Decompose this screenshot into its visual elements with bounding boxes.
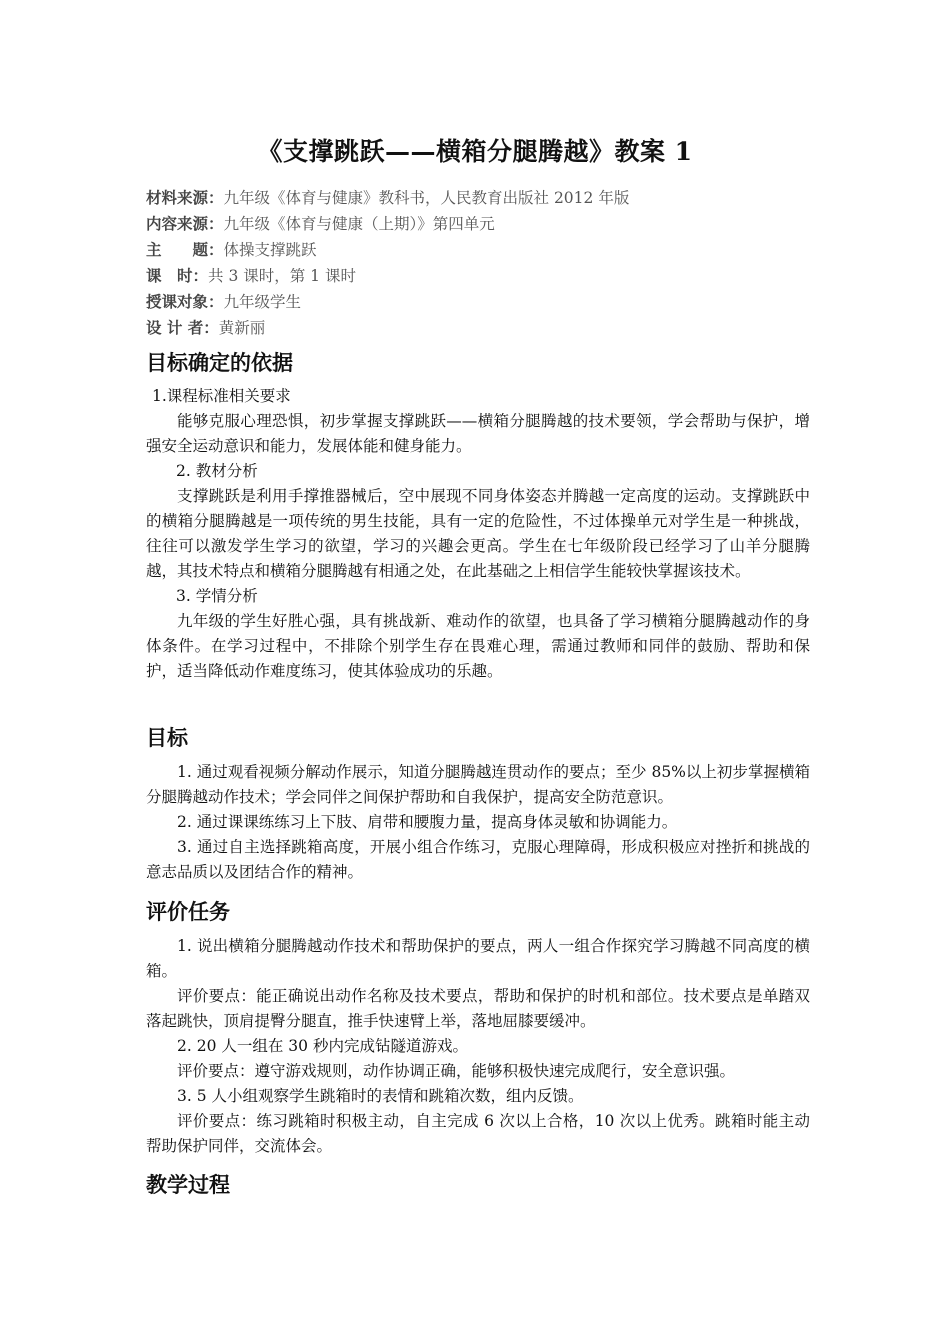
meta-value: 九年级《体育与健康》教科书，人民教育出版社 2012 年版	[223, 189, 630, 207]
section-heading-eval: 评价任务	[146, 900, 230, 924]
meta-row-theme	[146, 237, 629, 263]
goals-section	[146, 760, 810, 885]
meta-info	[146, 185, 629, 341]
basis-subtitle-3: 3. 学情分析	[176, 587, 258, 605]
meta-value: 九年级学生	[223, 293, 302, 311]
meta-row-content	[146, 211, 629, 237]
basis-subtitle-2: 2. 教材分析	[176, 462, 258, 480]
eval-criteria: 评价要点：练习跳箱时积极主动，自主完成 6 次以上合格，10 次以上优秀。跳箱时能主动帮助保护同伴，交流体会。	[146, 1112, 810, 1155]
eval-criteria: 评价要点：遵守游戏规则，动作协调正确，能够积极快速完成爬行，安全意识强。	[177, 1062, 736, 1080]
eval-criteria: 评价要点：能正确说出动作名称及技术要点，帮助和保护的时机和部位。技术要点是单踏双落起跳快，顶肩提臀分腿直，推手快速臂上举，落地屈膝要缓冲。	[146, 987, 810, 1030]
section-heading-process: 教学过程	[146, 1173, 230, 1197]
eval-item: 3. 5 人小组观察学生跳箱时的表情和跳箱次数，组内反馈。	[177, 1087, 584, 1105]
eval-item: 1. 说出横箱分腿腾越动作技术和帮助保护的要点，两人一组合作探究学习腾越不同高度的横箱。	[146, 937, 810, 980]
meta-row-hours	[146, 263, 629, 289]
document-title: 《支撑跳跃——横箱分腿腾越》教案 1	[257, 137, 693, 166]
meta-key: 授课对象：	[146, 292, 224, 311]
meta-key: 材料来源：	[146, 188, 224, 207]
meta-value: 共 3 课时，第 1 课时	[208, 267, 356, 285]
eval-item: 2. 20 人一组在 30 秒内完成钻隧道游戏。	[177, 1037, 468, 1055]
meta-key: 课 时：	[146, 266, 209, 285]
goal-item: 1. 通过观看视频分解动作展示，知道分腿腾越连贯动作的要点；至少 85%以上初步掌握横箱分腿腾越动作技术；学会同伴之间保护帮助和自我保护，提高安全防范意识。	[146, 763, 810, 806]
meta-value: 体操支撑跳跃	[223, 241, 317, 259]
section-heading-goals: 目标	[146, 726, 188, 750]
meta-key: 内容来源：	[146, 214, 224, 233]
meta-value: 黄新丽	[218, 319, 266, 337]
goal-item: 2. 通过课课练练习上下肢、肩带和腰腹力量，提高身体灵敏和协调能力。	[177, 813, 678, 831]
basis-paragraph-2: 支撑跳跃是利用手撑推器械后，空中展现不同身体姿态并腾越一定高度的运动。支撑跳跃中的横箱分腿腾越是一项传统的男生技能，具有一定的危险性，不过体操单元对学生是一种挑战，往往可以激发学生学习的欲望，学习的兴趣会更高。学生在七年级阶段已经学习了山羊分腿腾越，其技术特点和横箱分腿腾越有相通之处，在此基础之上相信学生能较快掌握该技术。	[146, 487, 810, 580]
meta-row-audience	[146, 289, 629, 315]
basis-paragraph-1: 能够克服心理恐惧，初步掌握支撑跳跃——横箱分腿腾越的技术要领，学会帮助与保护，增强安全运动意识和能力，发展体能和健身能力。	[146, 412, 810, 455]
basis-paragraph-3: 九年级的学生好胜心强，具有挑战新、难动作的欲望，也具备了学习横箱分腿腾越动作的身体条件。在学习过程中，不排除个别学生存在畏难心理，需通过教师和同伴的鼓励、帮助和保护，适当降低动作难度练习，使其体验成功的乐趣。	[146, 612, 810, 680]
basis-subtitle-1: 1.课程标准相关要求	[152, 387, 291, 405]
meta-value: 九年级《体育与健康（上期）》第四单元	[223, 215, 495, 233]
meta-row-author	[146, 315, 629, 341]
goal-item: 3. 通过自主选择跳箱高度，开展小组合作练习，克服心理障碍，形成积极应对挫折和挑战的意志品质以及团结合作的精神。	[146, 838, 810, 881]
meta-row-source	[146, 185, 629, 211]
meta-key: 主 题：	[146, 240, 224, 259]
eval-section	[146, 934, 810, 1159]
basis-section	[146, 384, 810, 684]
section-heading-basis: 目标确定的依据	[146, 351, 293, 375]
meta-key: 设 计 者：	[146, 318, 219, 337]
